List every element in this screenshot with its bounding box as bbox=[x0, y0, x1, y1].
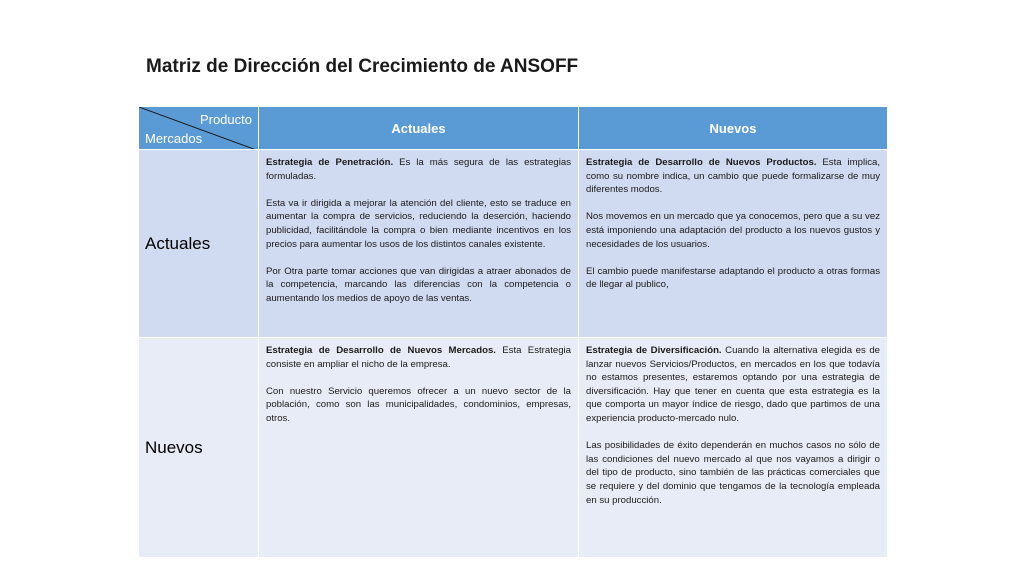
cell-lead-text: Es la más segura de las estrategias formuladas. bbox=[266, 157, 571, 182]
cell-heading: Estrategia de Penetración. bbox=[266, 157, 394, 168]
cell-paragraph: Con nuestro Servicio queremos ofrecer a un nuevo sector de la población, como son las municipalidades, condominios, empresas, otros. bbox=[266, 385, 571, 424]
table-row bbox=[139, 150, 888, 338]
cell-heading: Estrategia de Desarrollo de Nuevos Productos. bbox=[586, 157, 817, 168]
cell-lead-text: Esta implica, como su nombre indica, un cambio que puede formalizarse de muy diferentes modos. bbox=[586, 157, 881, 196]
column-header-actuales: Actuales bbox=[259, 107, 579, 150]
corner-label-producto: Producto bbox=[199, 112, 252, 127]
cell-diversificacion bbox=[579, 338, 888, 558]
ansoff-matrix-table bbox=[138, 106, 888, 558]
cell-desarrollo-mercados bbox=[259, 338, 579, 558]
cell-heading: Estrategia de Desarrollo de Nuevos Mercados. bbox=[266, 345, 496, 356]
table-row bbox=[139, 338, 888, 558]
cell-paragraph: Las posibilidades de éxito dependerán en muchos casos no sólo de las condiciones del nuevo mercado al que nos vayamos a dirigir o del tipo de producto, sino también de las prácticas comerciales que se requiere y del dominio que tengamos de la tecnología empleada en su producción. bbox=[586, 440, 880, 506]
row-header-actuales: Actuales bbox=[139, 150, 259, 338]
row-header-nuevos: Nuevos bbox=[139, 338, 259, 558]
cell-lead-text: Cuando la alternativa elegida es de lanzar nuevos Servicios/Productos, en mercados en los que todavía no estamos presentes, estaremos optando por una estrategia de diversificación. Hay que tener en cuenta que esta estrategia es la que comporta un mayor índice de riesgo, dado que partimos de una experiencia producto-mercado nulo. bbox=[586, 345, 880, 424]
corner-label-mercados: Mercados bbox=[145, 131, 203, 146]
cell-lead-text: Esta Estrategia consiste en ampliar el nicho de la empresa. bbox=[266, 345, 571, 370]
cell-desarrollo-productos bbox=[579, 150, 888, 338]
column-header-nuevos: Nuevos bbox=[579, 107, 888, 150]
header-row bbox=[139, 107, 888, 150]
cell-penetracion bbox=[259, 150, 579, 338]
cell-heading: Estrategia de Diversificación. bbox=[586, 345, 722, 356]
cell-paragraph: Nos movemos en un mercado que ya conocemos, pero que a su vez está imponiendo una adaptación del producto a los nuevos gustos y necesidades de los usuarios. bbox=[586, 211, 880, 250]
corner-cell bbox=[139, 107, 259, 150]
page-title: Matriz de Dirección del Crecimiento de ANSOFF bbox=[146, 56, 579, 77]
cell-paragraph: Por Otra parte tomar acciones que van dirigidas a atraer abonados de la competencia, marcando las diferencias con la competencia o aumentando los medios de apoyo de las ventas. bbox=[266, 265, 571, 304]
cell-paragraph: Esta va ir dirigida a mejorar la atención del cliente, esto se traduce en aumentar la compra de servicios, reduciendo la deserción, haciendo publicidad, facilitándole la compra o bien mediante incentivos en los precios para aumentar los usos de los distintos canales existente. bbox=[266, 197, 571, 250]
cell-paragraph: El cambio puede manifestarse adaptando el producto a otras formas de llegar al publico, bbox=[586, 265, 880, 291]
